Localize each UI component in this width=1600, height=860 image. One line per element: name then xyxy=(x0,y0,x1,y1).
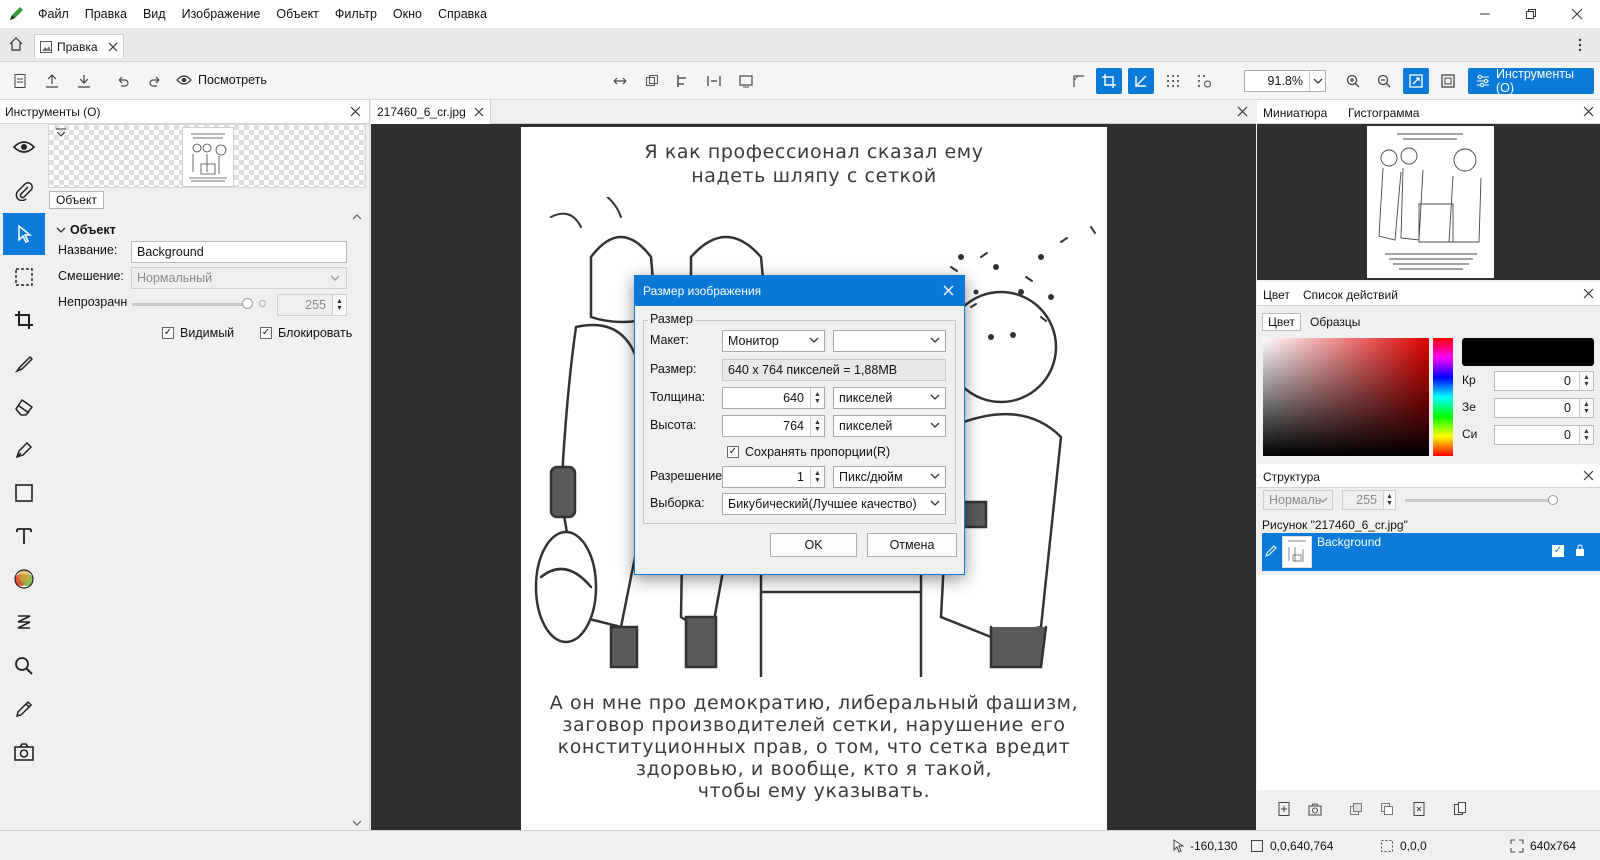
menu-view[interactable]: Вид xyxy=(142,7,166,21)
zoom-in-icon[interactable] xyxy=(1340,68,1366,94)
close-icon[interactable] xyxy=(1583,470,1594,481)
eraser-tool[interactable] xyxy=(3,386,45,428)
sampling-select[interactable] xyxy=(722,493,946,515)
preview-thumbnail xyxy=(182,127,234,187)
chevron-down-icon xyxy=(1309,71,1325,91)
height-value: 764 xyxy=(783,419,804,433)
color-tool[interactable] xyxy=(3,558,45,600)
layer-opacity-slider[interactable] xyxy=(1405,499,1555,502)
pointer-icon xyxy=(1172,839,1184,853)
blend-value: Нормальный xyxy=(137,271,213,285)
text-tool[interactable] xyxy=(3,515,45,557)
image-size-dialog xyxy=(634,275,965,575)
menu-image[interactable]: Изображение xyxy=(181,7,261,21)
layer-opacity-spinner[interactable]: ▲ ▼ xyxy=(1383,491,1395,509)
caption-top-line-2: надеть шляпу с сеткой xyxy=(691,165,937,187)
main-toolbar xyxy=(0,62,1600,100)
selection-icon xyxy=(1380,839,1394,853)
cancel-button[interactable] xyxy=(867,533,957,557)
scroll-down-icon[interactable] xyxy=(352,820,362,826)
width-spinner[interactable]: ▲ ▼ xyxy=(810,388,824,408)
view-button[interactable] xyxy=(176,73,267,87)
lock-label: Блокировать xyxy=(278,326,353,340)
shape-tool[interactable] xyxy=(3,472,45,514)
layout-preset-select[interactable] xyxy=(833,330,946,352)
cursor-value: -160,130 xyxy=(1190,839,1238,853)
checkbox-checked-icon: ✓ xyxy=(261,327,271,338)
actual-size-icon[interactable] xyxy=(1435,68,1461,94)
blue-spinner[interactable]: ▲ ▼ xyxy=(1579,426,1593,444)
height-label: Высота: xyxy=(650,418,697,432)
redo-icon[interactable] xyxy=(142,68,168,94)
opacity-spinner[interactable]: ▲ ▼ xyxy=(332,295,346,315)
caption-top-line-1: Я как профессионал сказал ему xyxy=(644,141,984,163)
layer-thumbnail xyxy=(1282,536,1312,568)
object-button[interactable] xyxy=(49,191,104,209)
red-value: 0 xyxy=(1564,374,1571,388)
height-unit-value: пикселей xyxy=(839,419,893,433)
right-panel xyxy=(1257,100,1600,830)
selection-info xyxy=(1380,839,1427,853)
close-icon[interactable] xyxy=(1237,106,1248,117)
distribute-icon[interactable] xyxy=(701,68,727,94)
width-unit-value: пикселей xyxy=(839,391,893,405)
merge-icon[interactable] xyxy=(1343,796,1369,822)
document-tab-bar xyxy=(371,100,1256,124)
width-value: 640 xyxy=(783,391,804,405)
structure-panel-header xyxy=(1257,464,1600,488)
checkbox-checked-icon: ✓ xyxy=(728,446,738,457)
layout-label: Макет: xyxy=(650,333,689,347)
navigator-tabs xyxy=(1257,100,1600,124)
image-bounds xyxy=(1250,839,1333,853)
size-group-label: Размер xyxy=(650,312,693,326)
width-unit-select[interactable] xyxy=(833,387,946,409)
opacity-slider-thumb[interactable] xyxy=(242,298,253,309)
restore-button[interactable] xyxy=(1508,0,1554,28)
sliders-icon xyxy=(1476,74,1490,88)
bounds-icon xyxy=(1250,839,1264,853)
caption-bottom-line-2: заговор производителей сетки, нарушение его xyxy=(562,714,1066,736)
menu-filter[interactable]: Фильтр xyxy=(334,7,377,21)
lock-checkbox[interactable] xyxy=(260,326,352,340)
image-dimensions xyxy=(1510,839,1576,853)
green-input[interactable] xyxy=(1494,398,1594,418)
tools-panel-header xyxy=(0,100,369,124)
layer-blend-select[interactable] xyxy=(1263,490,1333,510)
thumbnail-view[interactable] xyxy=(1257,124,1600,280)
menu-help[interactable]: Справка xyxy=(437,7,488,21)
color-picker-field[interactable] xyxy=(1263,338,1429,456)
status-bar xyxy=(0,830,1600,860)
chevron-down-icon xyxy=(330,275,340,281)
tab-actions[interactable]: Список действий xyxy=(1303,288,1398,302)
zoom-out-icon[interactable] xyxy=(1371,68,1397,94)
smudge-tool[interactable] xyxy=(3,601,45,643)
ruler-icon[interactable] xyxy=(1065,68,1091,94)
home-icon[interactable] xyxy=(8,36,24,52)
move-tool[interactable] xyxy=(3,213,45,255)
layer-opacity-input[interactable] xyxy=(1342,490,1396,510)
object-section-title: Объект xyxy=(70,223,116,237)
layer-opacity-value: 255 xyxy=(1356,493,1377,507)
caption-bottom-line-4: здоровью, и вообще, кто я такой, xyxy=(635,758,993,780)
view-tool[interactable] xyxy=(3,126,45,168)
subtab-color[interactable]: Цвет xyxy=(1262,313,1301,331)
close-icon[interactable] xyxy=(350,106,361,117)
tools-panel-label: Инструменты (O) xyxy=(1496,67,1574,95)
layer-blend-value: Нормаль xyxy=(1269,493,1322,507)
hue-slider[interactable] xyxy=(1433,338,1453,456)
camera-icon[interactable] xyxy=(1302,796,1328,822)
tab-histogram[interactable]: Гистограмма xyxy=(1348,106,1420,120)
close-icon[interactable] xyxy=(474,107,484,117)
screen-icon[interactable] xyxy=(733,68,759,94)
name-label: Название: xyxy=(58,243,118,257)
close-icon[interactable] xyxy=(1583,106,1594,117)
copy-layer-icon[interactable] xyxy=(1374,796,1400,822)
dialog-title: Размер изображения xyxy=(643,284,762,298)
red-spinner[interactable]: ▲ ▼ xyxy=(1579,372,1593,390)
object-button-label: Объект xyxy=(56,193,97,207)
subtab-swatches[interactable]: Образцы xyxy=(1310,315,1361,329)
close-window-button[interactable] xyxy=(1554,0,1600,28)
close-icon[interactable] xyxy=(108,42,118,52)
chevron-down-icon xyxy=(930,473,940,479)
tools-panel-button[interactable] xyxy=(1468,68,1594,94)
bounds-value: 0,0,640,764 xyxy=(1270,839,1334,853)
object-preview xyxy=(48,124,366,188)
dialog-titlebar xyxy=(635,276,964,306)
opacity-input[interactable] xyxy=(277,294,347,316)
cancel-button-label: Отмена xyxy=(889,538,935,552)
sampling-value: Бикубический(Лучшее качество) xyxy=(728,497,917,511)
chevron-down-icon xyxy=(809,337,819,343)
checkbox-checked-icon: ✓ xyxy=(163,327,173,338)
green-label: Зе xyxy=(1462,400,1476,414)
selection-value: 0,0,0 xyxy=(1400,839,1427,853)
object-section-header[interactable] xyxy=(56,223,116,237)
blue-label: Си xyxy=(1462,427,1478,441)
resolution-label: Разрешение xyxy=(650,469,723,483)
grid-icon[interactable] xyxy=(1160,68,1186,94)
tab-edit[interactable] xyxy=(34,34,124,58)
blue-value: 0 xyxy=(1564,428,1571,442)
eye-icon xyxy=(176,74,192,86)
layer-row[interactable] xyxy=(1262,533,1600,571)
size-label: Размер: xyxy=(650,362,697,376)
resolution-value: 1 xyxy=(797,470,804,484)
red-label: Кр xyxy=(1462,373,1476,387)
ok-button-label: OK xyxy=(804,538,823,552)
more-icon[interactable] xyxy=(1578,38,1582,52)
menu-window[interactable]: Окно xyxy=(392,7,422,21)
opacity-slider[interactable] xyxy=(132,303,250,306)
resolution-unit-value: Пикс/дюйм xyxy=(839,470,903,484)
snap-icon[interactable] xyxy=(1128,68,1154,94)
menu-bar xyxy=(0,0,1600,28)
visibility-checkbox-icon[interactable]: ✓ xyxy=(1553,545,1563,556)
resolution-spinner[interactable]: ▲ ▼ xyxy=(810,467,824,487)
pen-tool[interactable] xyxy=(3,429,45,471)
chevron-down-icon xyxy=(930,422,940,428)
resolution-input[interactable] xyxy=(722,466,825,488)
chevron-down-icon xyxy=(930,337,940,343)
opacity-label: Непрозрачн xyxy=(58,295,128,309)
layer-name: Background xyxy=(1317,535,1382,549)
fit-window-icon[interactable] xyxy=(1403,68,1429,94)
file-tab-label: 217460_6_cr.jpg xyxy=(377,105,466,119)
size-readout: 640 x 764 пикселей = 1,88MB xyxy=(722,359,946,381)
chevron-down-icon xyxy=(56,227,66,233)
crop-guide-icon[interactable] xyxy=(1096,68,1122,94)
keep-ratio-label: Сохранять пропорции(R) xyxy=(745,445,891,459)
tab-thumbnail[interactable]: Миниатюра xyxy=(1263,106,1328,120)
reset-icon[interactable] xyxy=(258,299,267,308)
camera-tool[interactable] xyxy=(3,731,45,773)
layer-list-empty xyxy=(1257,575,1600,790)
close-icon[interactable] xyxy=(1583,288,1594,299)
minimize-button[interactable] xyxy=(1462,0,1508,28)
tools-panel-title: Инструменты (O) xyxy=(5,104,101,119)
download-icon[interactable] xyxy=(71,68,97,94)
blue-input[interactable] xyxy=(1494,425,1594,445)
upload-icon[interactable] xyxy=(39,68,65,94)
green-spinner[interactable]: ▲ ▼ xyxy=(1579,399,1593,417)
flip-horizontal-icon[interactable] xyxy=(607,68,633,94)
collapse-icon[interactable] xyxy=(55,127,67,139)
chevron-down-icon xyxy=(1318,497,1328,503)
blend-label: Смешение: xyxy=(58,269,124,283)
ok-button[interactable] xyxy=(770,533,857,557)
zoom-select[interactable] xyxy=(1244,70,1326,92)
width-label: Толщина: xyxy=(650,390,706,404)
undo-icon[interactable] xyxy=(110,68,136,94)
caption-bottom-line-3: конституционных прав, о том, что сетка вредит xyxy=(557,736,1071,758)
zoom-value: 91.8% xyxy=(1267,74,1303,88)
thumbnail-image xyxy=(1367,126,1494,278)
tab-label: Правка xyxy=(57,39,98,54)
marquee-tool[interactable] xyxy=(3,256,45,298)
dimensions-value: 640x764 xyxy=(1530,839,1577,853)
green-value: 0 xyxy=(1564,401,1571,415)
caption-bottom-line-1: А он мне про демократию, либеральный фашизм, xyxy=(549,692,1079,714)
tab-color[interactable]: Цвет xyxy=(1263,288,1290,302)
paste-icon[interactable] xyxy=(1447,796,1473,822)
height-unit-select[interactable] xyxy=(833,415,946,437)
tools-panel xyxy=(0,100,370,830)
grid-settings-icon[interactable] xyxy=(1191,68,1217,94)
sampling-label: Выборка: xyxy=(650,496,705,510)
structure-title: Структура xyxy=(1263,470,1320,484)
duplicate-icon[interactable] xyxy=(639,68,665,94)
resolution-unit-select[interactable] xyxy=(833,466,946,488)
brush-tool[interactable] xyxy=(3,343,45,385)
red-input[interactable] xyxy=(1494,371,1594,391)
new-layer-icon[interactable] xyxy=(1271,796,1297,822)
chevron-down-icon xyxy=(930,500,940,506)
pencil-icon xyxy=(1265,545,1277,557)
close-icon[interactable] xyxy=(943,285,954,296)
name-input[interactable]: Background xyxy=(131,241,347,263)
height-spinner[interactable]: ▲ ▼ xyxy=(810,416,824,436)
document-tab[interactable] xyxy=(371,100,491,124)
align-icon[interactable] xyxy=(670,68,696,94)
paperclip-tool[interactable] xyxy=(3,170,45,212)
visible-label: Видимый xyxy=(180,326,235,340)
visible-checkbox[interactable] xyxy=(162,326,234,340)
menu-file[interactable]: Файл xyxy=(38,7,69,21)
document-icon[interactable] xyxy=(7,68,33,94)
layout-value: Монитор xyxy=(728,334,779,348)
export-layer-icon[interactable] xyxy=(1406,796,1432,822)
cursor-position xyxy=(1172,839,1237,853)
expand-icon xyxy=(1510,839,1524,853)
keep-ratio-checkbox[interactable] xyxy=(727,445,890,459)
zoom-tool[interactable] xyxy=(3,645,45,687)
eyedropper-tool[interactable] xyxy=(3,688,45,730)
layer-opacity-thumb[interactable] xyxy=(1548,495,1558,505)
menu-object[interactable]: Объект xyxy=(276,7,319,21)
width-input[interactable] xyxy=(722,387,825,409)
chevron-down-icon xyxy=(930,394,940,400)
menu-edit[interactable]: Правка xyxy=(84,7,127,21)
blend-select[interactable] xyxy=(131,267,347,289)
document-label: Рисунок "217460_6_cr.jpg" xyxy=(1262,518,1408,532)
height-input[interactable] xyxy=(722,415,825,437)
color-panel-tabs xyxy=(1257,282,1600,306)
view-button-label: Посмотреть xyxy=(198,73,267,87)
image-icon xyxy=(39,40,53,54)
current-color-swatch[interactable] xyxy=(1462,338,1594,366)
layout-select[interactable] xyxy=(722,330,825,352)
chevron-up-icon[interactable] xyxy=(352,214,362,220)
opacity-value: 255 xyxy=(305,298,326,312)
lock-icon[interactable] xyxy=(1574,544,1586,557)
crop-tool[interactable] xyxy=(3,299,45,341)
caption-bottom-line-5: чтобы ему указывать. xyxy=(697,780,931,802)
tab-bar xyxy=(0,28,1600,62)
app-logo-icon xyxy=(0,6,30,22)
